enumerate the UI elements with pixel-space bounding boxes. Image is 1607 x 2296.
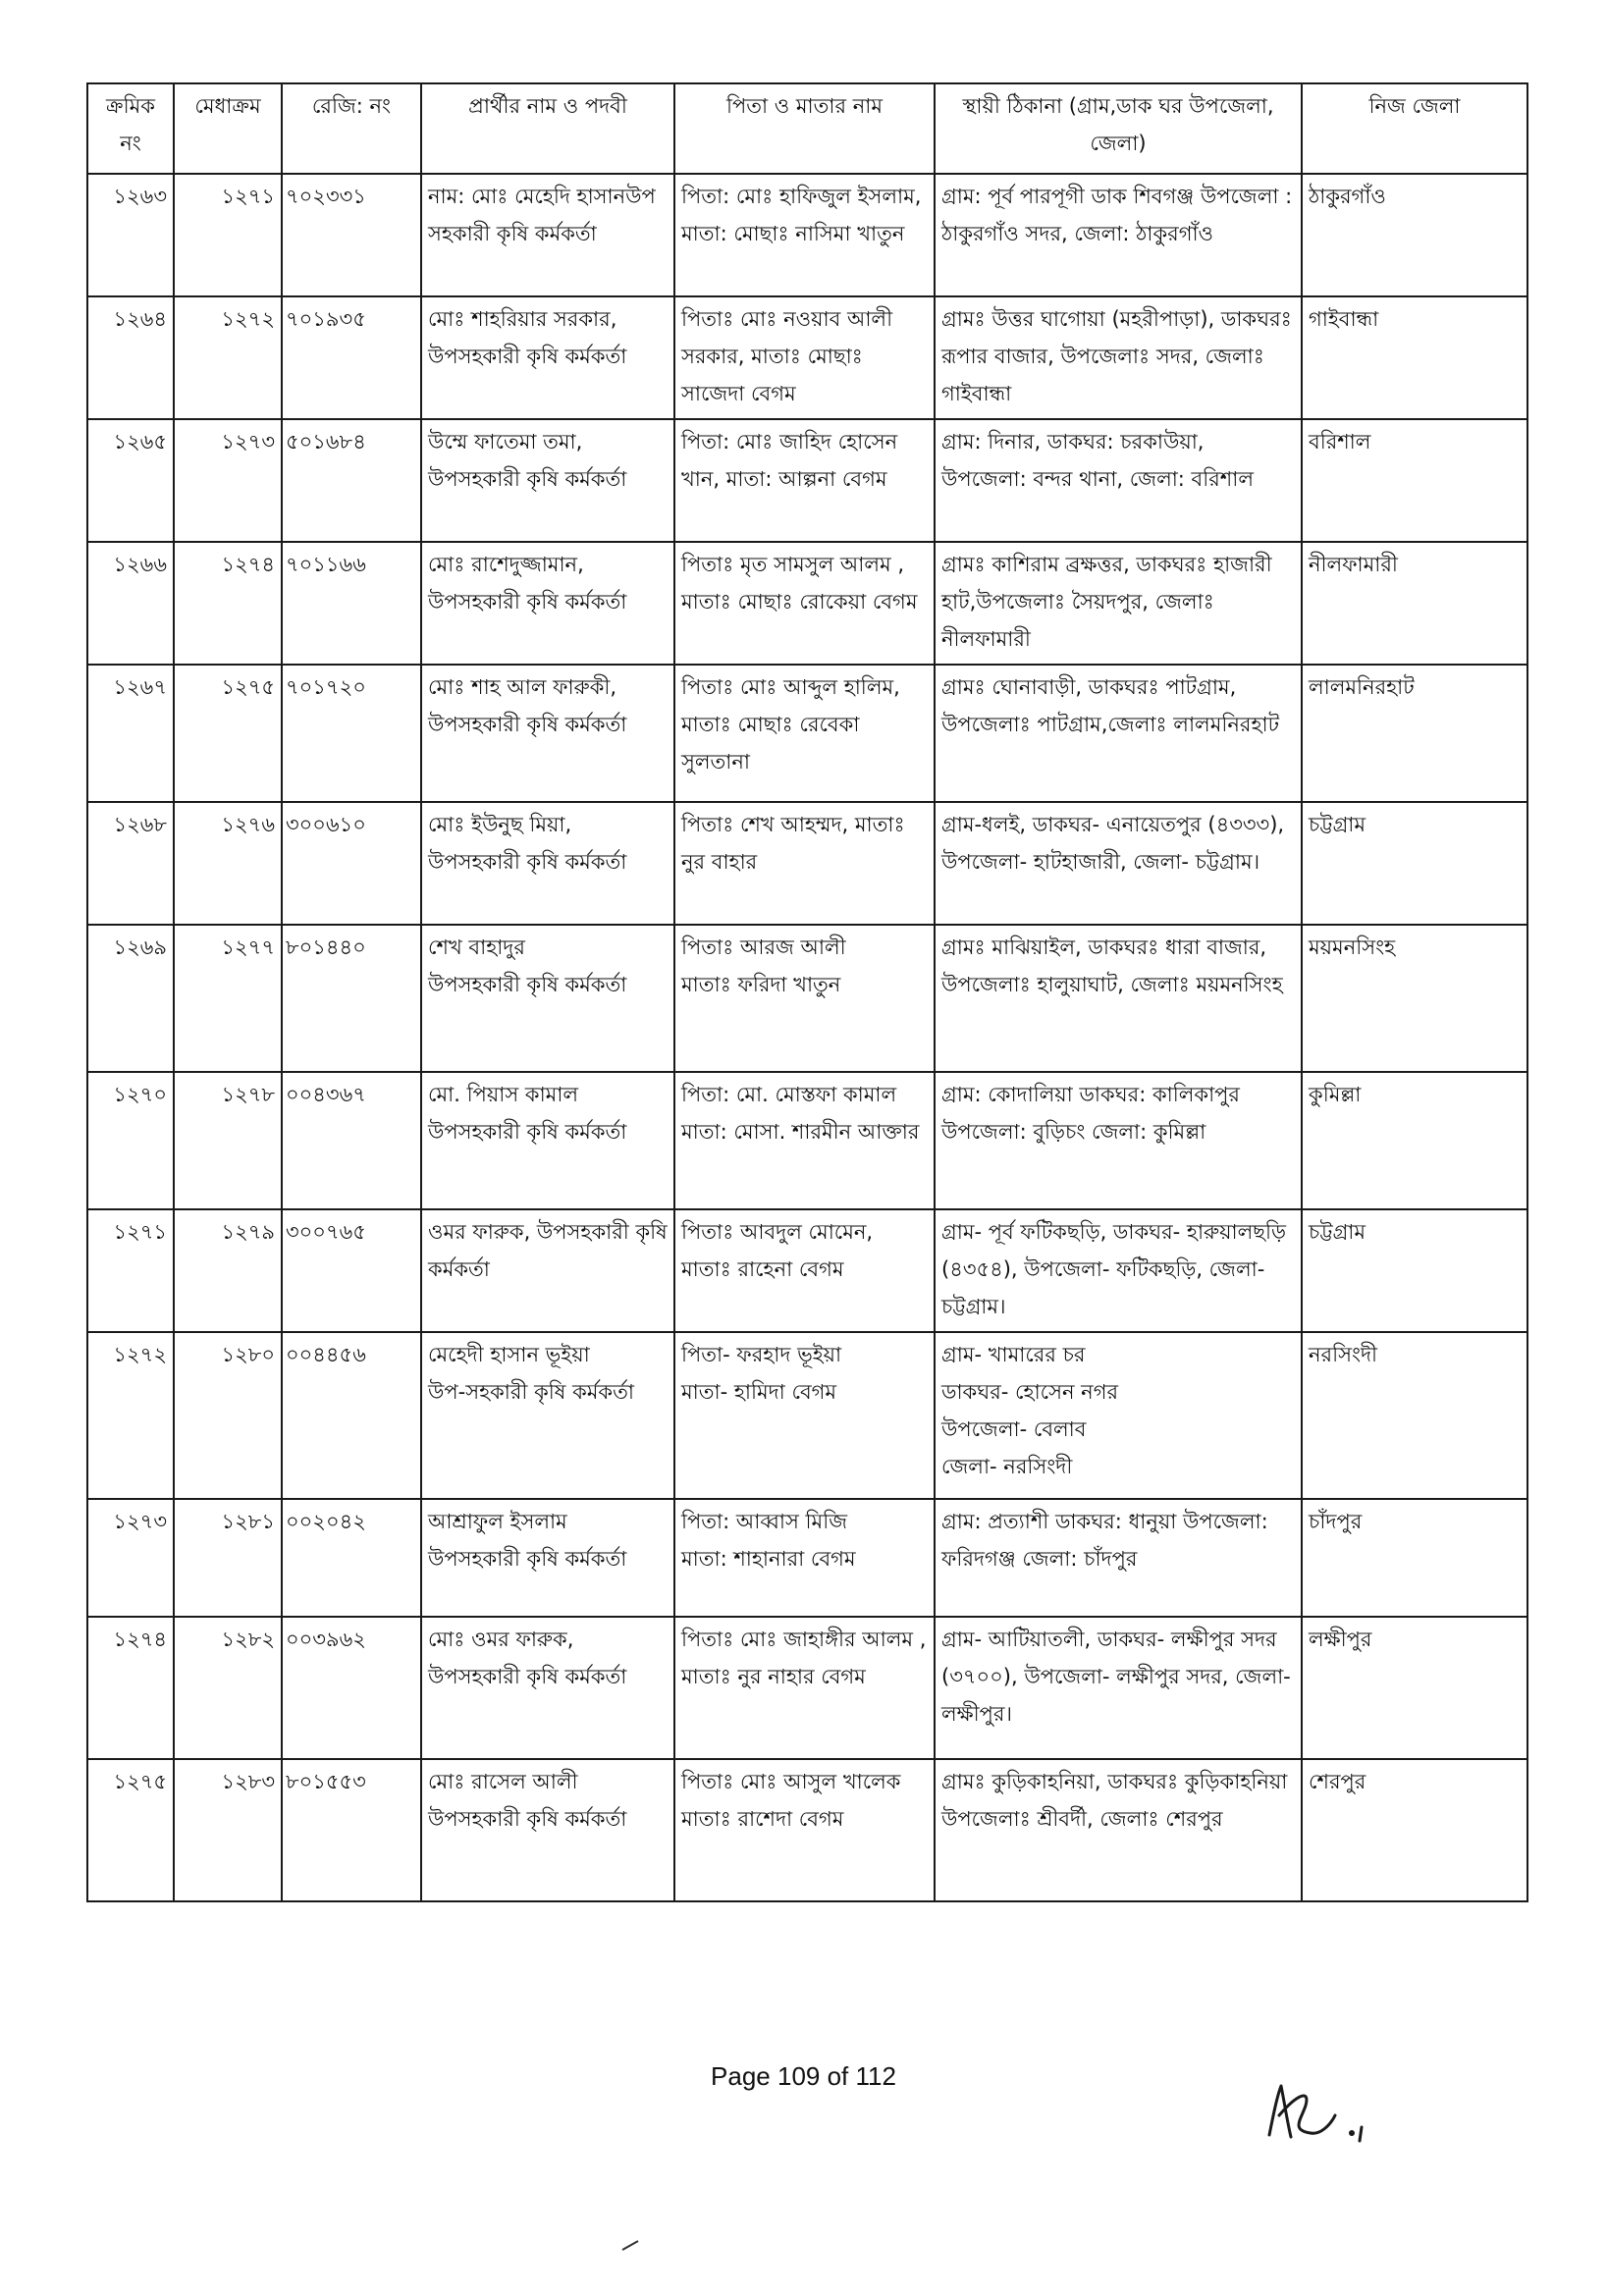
home-district-cell: লক্ষীপুর <box>1302 1617 1527 1759</box>
home-district-cell: কুমিল্লা <box>1302 1072 1527 1209</box>
parents-cell: পিতাঃ শেখ আহম্মদ, মাতাঃ নুর বাহার <box>674 802 935 925</box>
parents-cell: পিতা- ফরহাদ ভূইয়া মাতা- হামিদা বেগম <box>674 1332 935 1499</box>
merit-cell: ১২৮০ <box>174 1332 282 1499</box>
home-district-cell: ময়মনসিংহ <box>1302 925 1527 1072</box>
serial-cell: ১২৭১ <box>87 1209 174 1332</box>
header-serial: ক্রমিক নং <box>87 83 174 174</box>
home-district-cell: নরসিংদী <box>1302 1332 1527 1499</box>
header-parents: পিতা ও মাতার নাম <box>674 83 935 174</box>
address-cell: গ্রামঃ উত্তর ঘাগোয়া (মহরীপাড়া), ডাকঘরঃ রূপার বাজার, উপজেলাঃ সদর, জেলাঃ গাইবান্ধা <box>935 296 1302 419</box>
table-row <box>87 174 1527 296</box>
parents-cell: পিতাঃ মোঃ নওয়াব আলী সরকার, মাতাঃ মোছাঃ সাজেদা বেগম <box>674 296 935 419</box>
parents-cell: পিতাঃ আরজ আলী মাতাঃ ফরিদা খাতুন <box>674 925 935 1072</box>
reg-no-cell: ০০৪৩৬৭ <box>282 1072 421 1209</box>
home-district-cell: ঠাকুরগাঁও <box>1302 174 1527 296</box>
reg-no-cell: ৮০১৪৪০ <box>282 925 421 1072</box>
header-merit: মেধাক্রম <box>174 83 282 174</box>
table-row <box>87 1759 1527 1901</box>
serial-cell: ১২৭২ <box>87 1332 174 1499</box>
address-cell: গ্রাম- পূর্ব ফটিকছড়ি, ডাকঘর- হারুয়ালছড়ি (৪৩৫৪), উপজেলা- ফটিকছড়ি, জেলা- চট্টগ্রাম। <box>935 1209 1302 1332</box>
address-cell: গ্রাম- আটিয়াতলী, ডাকঘর- লক্ষীপুর সদর (৩৭০০), উপজেলা- লক্ষীপুর সদর, জেলা- লক্ষীপুর। <box>935 1617 1302 1759</box>
name-designation-cell: মেহেদী হাসান ভূইয়া উপ-সহকারী কৃষি কর্মকর্তা <box>421 1332 674 1499</box>
name-designation-cell: মোঃ রাশেদুজ্জামান, উপসহকারী কৃষি কর্মকর্তা <box>421 542 674 665</box>
home-district-cell: নীলফামারী <box>1302 542 1527 665</box>
home-district-cell: বরিশাল <box>1302 419 1527 542</box>
parents-cell: পিতা: মো. মোস্তফা কামাল মাতা: মোসা. শারমীন আক্তার <box>674 1072 935 1209</box>
header-name-designation: প্রার্থীর নাম ও পদবী <box>421 83 674 174</box>
name-designation-cell: উম্মে ফাতেমা তমা, উপসহকারী কৃষি কর্মকর্তা <box>421 419 674 542</box>
address-cell: গ্রাম-ধলই, ডাকঘর- এনায়েতপুর (৪৩৩৩), উপজেলা- হাটহাজারী, জেলা- চট্টগ্রাম। <box>935 802 1302 925</box>
serial-cell: ১২৭৩ <box>87 1499 174 1617</box>
name-designation-cell: শেখ বাহাদুর উপসহকারী কৃষি কর্মকর্তা <box>421 925 674 1072</box>
name-designation-cell: মোঃ ওমর ফারুক, উপসহকারী কৃষি কর্মকর্তা <box>421 1617 674 1759</box>
parents-cell: পিতাঃ মৃত সামসুল আলম , মাতাঃ মোছাঃ রোকেয়া বেগম <box>674 542 935 665</box>
parents-cell: পিতা: আব্বাস মিজি মাতা: শাহানারা বেগম <box>674 1499 935 1617</box>
serial-cell: ১২৬৫ <box>87 419 174 542</box>
candidate-table <box>86 82 1528 1902</box>
home-district-cell: লালমনিরহাট <box>1302 665 1527 802</box>
serial-cell: ১২৬৭ <box>87 665 174 802</box>
merit-cell: ১২৭৩ <box>174 419 282 542</box>
merit-cell: ১২৭৫ <box>174 665 282 802</box>
table-header-row <box>87 83 1527 174</box>
merit-cell: ১২৮১ <box>174 1499 282 1617</box>
reg-no-cell: ৭০১১৬৬ <box>282 542 421 665</box>
reg-no-cell: ৭০২৩৩১ <box>282 174 421 296</box>
address-cell: গ্রামঃ কাশিরাম ব্রক্ষত্তর, ডাকঘরঃ হাজারী হাট,উপজেলাঃ সৈয়দপুর, জেলাঃ নীলফামারী <box>935 542 1302 665</box>
table-row <box>87 296 1527 419</box>
reg-no-cell: ০০২০৪২ <box>282 1499 421 1617</box>
address-cell: গ্রাম: দিনার, ডাকঘর: চরকাউয়া, উপজেলা: বন্দর থানা, জেলা: বরিশাল <box>935 419 1302 542</box>
reg-no-cell: ০০৪৪৫৬ <box>282 1332 421 1499</box>
table-row <box>87 665 1527 802</box>
name-designation-cell: মো. পিয়াস কামাল উপসহকারী কৃষি কর্মকর্তা <box>421 1072 674 1209</box>
name-designation-cell: আশ্রাফুল ইসলাম উপসহকারী কৃষি কর্মকর্তা <box>421 1499 674 1617</box>
name-designation-cell: মোঃ ইউনুছ মিয়া, উপসহকারী কৃষি কর্মকর্তা <box>421 802 674 925</box>
serial-cell: ১২৬৯ <box>87 925 174 1072</box>
home-district-cell: গাইবান্ধা <box>1302 296 1527 419</box>
parents-cell: পিতাঃ মোঃ আব্দুল হালিম, মাতাঃ মোছাঃ রেবেকা সুলতানা <box>674 665 935 802</box>
reg-no-cell: ৩০০৬১০ <box>282 802 421 925</box>
parents-cell: পিতাঃ আবদুল মোমেন, মাতাঃ রাহেনা বেগম <box>674 1209 935 1332</box>
merit-cell: ১২৭১ <box>174 174 282 296</box>
merit-cell: ১২৭৭ <box>174 925 282 1072</box>
name-designation-cell: মোঃ শাহরিয়ার সরকার, উপসহকারী কৃষি কর্মকর্তা <box>421 296 674 419</box>
reg-no-cell: ৫০১৬৮৪ <box>282 419 421 542</box>
reg-no-cell: ৮০১৫৫৩ <box>282 1759 421 1901</box>
merit-cell: ১২৭৮ <box>174 1072 282 1209</box>
name-designation-cell: মোঃ রাসেল আলী উপসহকারী কৃষি কর্মকর্তা <box>421 1759 674 1901</box>
table-row <box>87 1499 1527 1617</box>
merit-cell: ১২৮২ <box>174 1617 282 1759</box>
name-designation-cell: মোঃ শাহ আল ফারুকী, উপসহকারী কৃষি কর্মকর্তা <box>421 665 674 802</box>
table-row <box>87 542 1527 665</box>
reg-no-cell: ৩০০৭৬৫ <box>282 1209 421 1332</box>
serial-cell: ১২৬৬ <box>87 542 174 665</box>
table-row <box>87 419 1527 542</box>
home-district-cell: চট্টগ্রাম <box>1302 1209 1527 1332</box>
serial-cell: ১২৭০ <box>87 1072 174 1209</box>
address-cell: গ্রামঃ মাঝিয়াইল, ডাকঘরঃ ধারা বাজার, উপজেলাঃ হালুয়াঘাট, জেলাঃ ময়মনসিংহ <box>935 925 1302 1072</box>
serial-cell: ১২৬৩ <box>87 174 174 296</box>
address-cell: গ্রাম: কোদালিয়া ডাকঘর: কালিকাপুর উপজেলা: বুড়িচং জেলা: কুমিল্লা <box>935 1072 1302 1209</box>
reg-no-cell: ৭০১৭২০ <box>282 665 421 802</box>
name-designation-cell: নাম: মোঃ মেহেদি হাসানউপ সহকারী কৃষি কর্মকর্তা <box>421 174 674 296</box>
home-district-cell: চাঁদপুর <box>1302 1499 1527 1617</box>
name-designation-cell: ওমর ফারুক, উপসহকারী কৃষি কর্মকর্তা <box>421 1209 674 1332</box>
merit-cell: ১২৭৯ <box>174 1209 282 1332</box>
home-district-cell: চট্টগ্রাম <box>1302 802 1527 925</box>
table-row <box>87 1617 1527 1759</box>
serial-cell: ১২৭৫ <box>87 1759 174 1901</box>
reg-no-cell: ৭০১৯৩৫ <box>282 296 421 419</box>
address-cell: গ্রাম- খামারের চর ডাকঘর- হোসেন নগর উপজেলা- বেলাব জেলা- নরসিংদী <box>935 1332 1302 1499</box>
merit-cell: ১২৮৩ <box>174 1759 282 1901</box>
serial-cell: ১২৭৪ <box>87 1617 174 1759</box>
parents-cell: পিতাঃ মোঃ জাহাঙ্গীর আলম , মাতাঃ নুর নাহার বেগম <box>674 1617 935 1759</box>
merit-cell: ১২৭৬ <box>174 802 282 925</box>
table-row <box>87 1332 1527 1499</box>
address-cell: গ্রাম: প্রত্যাশী ডাকঘর: ধানুয়া উপজেলা: ফরিদগঞ্জ জেলা: চাঁদপুর <box>935 1499 1302 1617</box>
address-cell: গ্রাম: পূর্ব পারপূগী ডাক শিবগঞ্জ উপজেলা : ঠাকুরগাঁও সদর, জেলা: ঠাকুরগাঁও <box>935 174 1302 296</box>
table-row <box>87 1072 1527 1209</box>
merit-cell: ১২৭২ <box>174 296 282 419</box>
address-cell: গ্রামঃ কুড়িকাহনিয়া, ডাকঘরঃ কুড়িকাহনিয়া উপজেলাঃ শ্রীবর্দী, জেলাঃ শেরপুর <box>935 1759 1302 1901</box>
reg-no-cell: ০০৩৯৬২ <box>282 1617 421 1759</box>
home-district-cell: শেরপুর <box>1302 1759 1527 1901</box>
parents-cell: পিতাঃ মোঃ আসুল খালেক মাতাঃ রাশেদা বেগম <box>674 1759 935 1901</box>
merit-cell: ১২৭৪ <box>174 542 282 665</box>
header-reg-no: রেজি: নং <box>282 83 421 174</box>
parents-cell: পিতা: মোঃ জাহিদ হোসেন খান, মাতা: আল্পনা বেগম <box>674 419 935 542</box>
signature-mark <box>1252 2076 1409 2145</box>
serial-cell: ১২৬৪ <box>87 296 174 419</box>
serial-cell: ১২৬৮ <box>87 802 174 925</box>
page-number: Page 109 of 112 <box>711 2061 896 2091</box>
table-row <box>87 802 1527 925</box>
header-home-district: নিজ জেলা <box>1302 83 1527 174</box>
address-cell: গ্রামঃ ঘোনাবাড়ী, ডাকঘরঃ পাটগ্রাম, উপজেলাঃ পাটগ্রাম,জেলাঃ লালমনিরহাট <box>935 665 1302 802</box>
table-row <box>87 1209 1527 1332</box>
header-address: স্থায়ী ঠিকানা (গ্রাম,ডাক ঘর উপজেলা, জেলা) <box>935 83 1302 174</box>
stray-pen-mark <box>620 2238 640 2252</box>
parents-cell: পিতা: মোঃ হাফিজুল ইসলাম, মাতা: মোছাঃ নাসিমা খাতুন <box>674 174 935 296</box>
table-row <box>87 925 1527 1072</box>
